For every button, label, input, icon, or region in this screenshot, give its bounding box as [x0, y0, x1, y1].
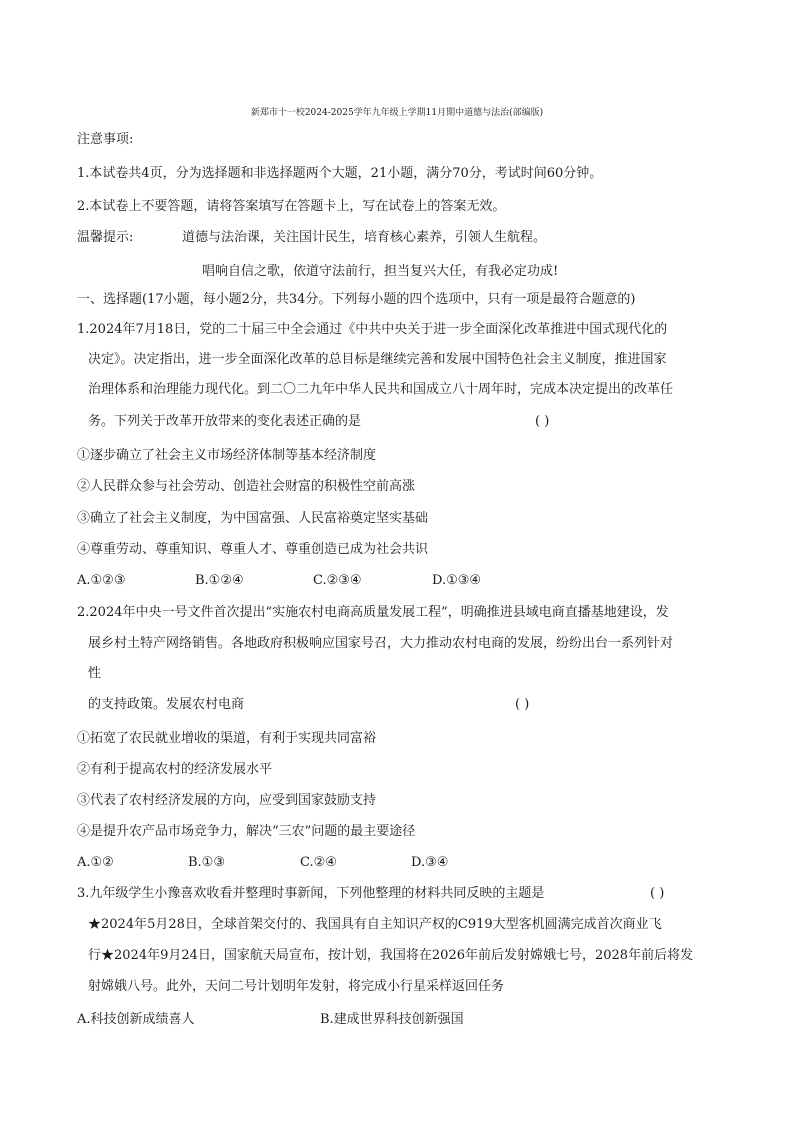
question-stem: 决定》。决定指出，进一步全面深化改革的总目标是继续完善和发展中国特色社会主义制度，推进国家	[88, 352, 667, 367]
page-title: 新郑市十一校2024-2025学年九年级上学期11月期中道德与法治(部编版)	[250, 108, 544, 118]
option-b: B.①③	[188, 855, 225, 870]
tip-line: 唱响自信之歌，依道守法前行，担当复兴大任，有我必定功成!	[202, 264, 559, 279]
statement: ①拓宽了农民就业增收的渠道，有利于实现共同富裕	[77, 731, 377, 746]
answer-paren: ( )	[515, 697, 530, 712]
option-d: D.③④	[411, 855, 449, 870]
answer-paren: ( )	[650, 886, 665, 901]
material-line: ★2024年5月28日，全球首架交付的、我国具有自主知识产权的C919大型客机圆满完成首次商业飞	[88, 917, 662, 932]
notice-item: 1.本试卷共4页，分为选择题和非选择题两个大题，21小题，满分70分，考试时间60分钟。	[77, 166, 603, 181]
question-stem: 务。下列关于改革开放带来的变化表述正确的是	[88, 414, 362, 429]
option-a: A.科技创新成绩喜人	[77, 1012, 195, 1027]
option-a: A.①②③	[77, 573, 126, 588]
question-stem: 2.2024年中央一号文件首次提出“实施农村电商高质量发展工程”，明确推进县域电商直播基地建设，发	[77, 605, 669, 620]
option-c: C.②③④	[313, 573, 362, 588]
material-line: 行★2024年9月24日，国家航天局宣布，按计划，我国将在2026年前后发射嫦娥七号，2028年前后将发	[88, 948, 694, 963]
option-d: D.①③④	[432, 573, 482, 588]
question-stem: 3.九年级学生小豫喜欢收看并整理时事新闻，下列他整理的材料共同反映的主题是	[77, 886, 545, 901]
section-heading: 一、选择题(17小题，每小题2分，共34分。下列每小题的四个选项中，只有一项是最符合题意的)	[77, 292, 636, 307]
answer-paren: ( )	[535, 414, 550, 429]
tip-line: 道德与法治课，关注国计民生，培育核心素养，引领人生航程。	[182, 230, 547, 245]
statement: ①逐步确立了社会主义市场经济体制等基本经济制度	[77, 448, 377, 463]
notice-heading: 注意事项:	[77, 132, 134, 147]
question-stem: 性	[88, 666, 102, 681]
option-b: B.①②④	[195, 573, 244, 588]
question-stem: 的支持政策。发展农村电商	[88, 697, 245, 712]
question-stem: 展乡村土特产网络销售。各地政府积极响应国家号召，大力推动农村电商的发展，纷纷出台一系列针对	[88, 636, 674, 651]
statement: ②人民群众参与社会劳动、创造社会财富的积极性空前高涨	[77, 479, 416, 494]
option-a: A.①②	[77, 855, 114, 870]
statement: ②有利于提高农村的经济发展水平	[77, 762, 273, 777]
notice-item: 2.本试卷上不要答题，请将答案填写在答题卡上，写在试卷上的答案无效。	[77, 199, 506, 214]
statement: ③代表了农村经济发展的方向，应受到国家鼓励支持	[77, 793, 377, 808]
question-stem: 1.2024年7月18日，党的二十届三中全会通过《中共中央关于进一步全面深化改革推进中国式现代化的	[77, 322, 668, 337]
question-stem: 治理体系和治理能力现代化。到二〇二九年中华人民共和国成立八十周年时，完成本决定提出的改革任	[88, 382, 674, 397]
tip-label: 温馨提示:	[77, 230, 134, 245]
material-line: 射嫦娥八号。此外，天问二号计划明年发射，将完成小行星采样返回任务	[88, 979, 505, 994]
statement: ④是提升农产品市场竞争力，解决“三农”问题的最主要途径	[77, 824, 416, 839]
option-c: C.②④	[300, 855, 337, 870]
statement: ④尊重劳动、尊重知识、尊重人才、尊重创造已成为社会共识	[77, 542, 429, 557]
statement: ③确立了社会主义制度，为中国富强、人民富裕奠定坚实基础	[77, 511, 429, 526]
option-b: B.建成世界科技创新强国	[320, 1012, 464, 1027]
